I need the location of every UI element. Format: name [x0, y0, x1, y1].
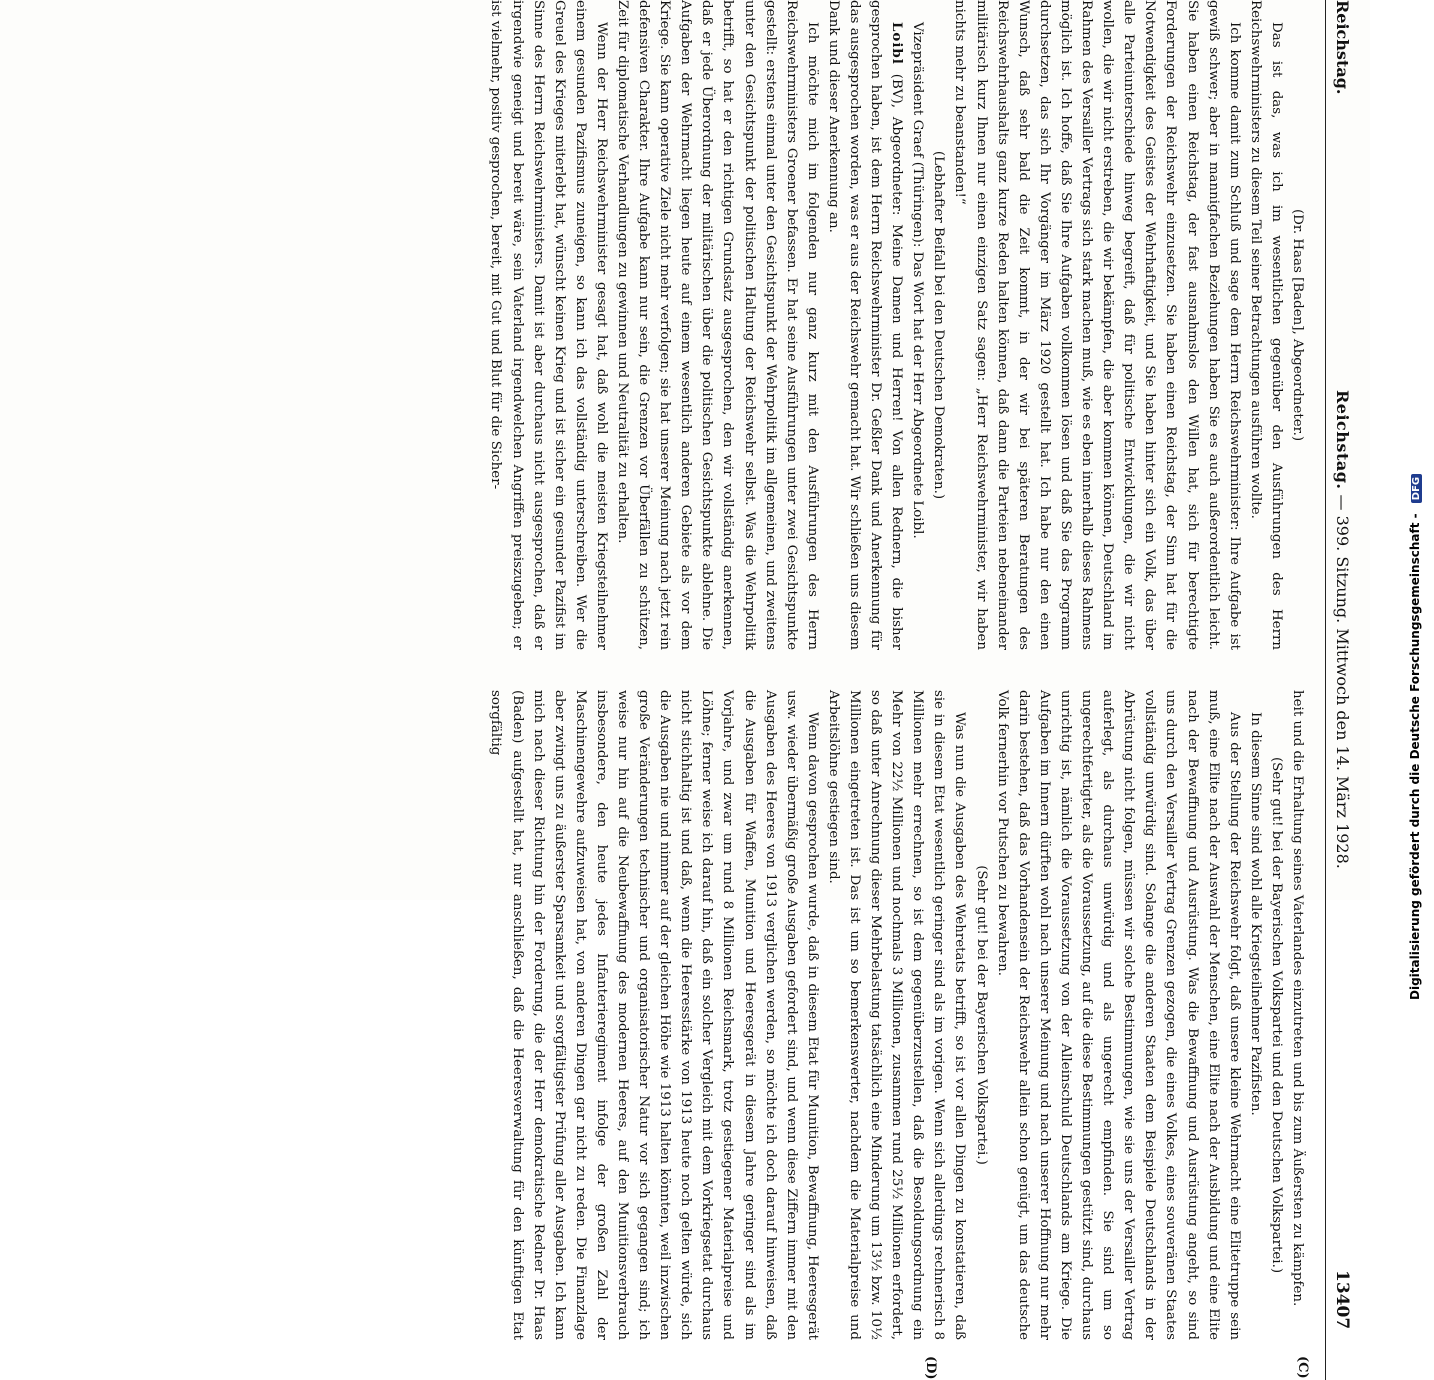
margin-label-c: (C) [1295, 1356, 1310, 1379]
speaker-text: (BV), Abgeordneter: Meine Damen und Herren! Von allen Rednern, die bisher gesprochen haben, ist dem Herrn Reichswehrminister Dr. Geßler Dank und Anerkennung für das ausgesprochen worden, was er aus der Reichswehr gemacht hat. Wir schließen uns diesem Dank und dieser Anerkennung an. [825, 0, 905, 650]
applause-note: (Sehr gut! bei der Bayerischen Volkspartei.) [973, 865, 989, 1165]
paragraph: Wenn der Herr Reichswehrminister gesagt hat, daß wohl die meisten Kriegsteilnehmer einem gesunden Pazifismus zuneigen, so kann ich das vollständig unterschreiben. Wer die Greuel des Krieges miterlebt hat, wünscht keinen Krieg und ist sicher ein gesunder Pazifist im Sinne des Herrn Reichswehrministers. Damit ist aber durchaus nicht ausgesprochen, daß er irgendwie geneigt und bereit wäre, sein Vaterland irgendwelchen Angriffen preiszugeben; er ist vielmehr, positiv gesprochen, bereit, mit Gut und Blut für die Sicher- [488, 0, 609, 650]
speaker-continuation: (Dr. Haas [Baden], Abgeordneter.) [1290, 208, 1305, 442]
paragraph: Was nun die Ausgaben des Wehretats betrifft, so ist vor allen Dingen zu konstatieren, daß sie in diesem Etat wesentlich geringer sind als im vorigen. Wenn sich allerdings rechnerisch 8 Millionen mehr errechnen, so ist dem gegenüberzustellen, daß die Besoldungsordnung ein Mehr von 22½ Millionen und nochmals 3 Millionen, zusammen rund 25½ Millionen erfordert, so daß unter Anrechnung dieser Mehrbelastung tatsächlich eine Minderung um 13½ bzw. 10½ Millionen eingetreten ist. Das ist um so bemerkenswerter, nachdem die Materialpreise und Arbeitslöhne gestiegen sind. [825, 690, 968, 1340]
page-header [1322, 0, 1352, 1380]
paragraph: Das ist das, was ich im wesentlichen gegenüber den Ausführungen des Herrn Reichswehrministers zu diesem Teil seiner Betrachtungen ausführen wollte. [1247, 0, 1284, 650]
header-date: Mittwoch den 14. März 1928. [1333, 628, 1352, 869]
digitization-credit [1408, 474, 1422, 1000]
page-number: 13407 [1332, 1270, 1352, 1330]
header-title: Reichstag. [1333, 390, 1352, 490]
left-column [485, 0, 1308, 650]
header-rule [1325, 0, 1326, 1380]
vice-president-remark: Vizepräsident Graef (Thüringen): Das Wort hat der Herr Abgeordnete Loibl. [910, 22, 926, 539]
paragraph: heit und die Erhaltung seines Vaterlandes einzutreten und bis zum Äußersten zu kämpfen. [1290, 690, 1305, 1307]
credit-text: Digitalisierung gefördert durch die Deutsche Forschungsgemeinschaft - [1408, 509, 1422, 1000]
paragraph: Ich komme damit zum Schluß und sage dem Herrn Reichswehrminister: Ihre Aufgabe ist gewiß schwer; aber in mannigfachen Beziehungen haben Sie es auch außerordentlich leicht. Sie haben einen Reichstag, der fast ausnahmslos den Willen hat, sich für berechtigte Forderungen der Reichswehr einzusetzen. Sie haben einen Reichstag, der Sinn hat für die Notwendigkeit des Geistes der Wehrhaftigkeit, und Sie haben hinter sich ein Volk, das über alle Parteiunterschiede hinweg begreift, daß für politische Entwicklungen, die wir nicht wollen, die wir nicht erstreben, die wir bekämpfen, die aber kommen können, Deutschland im Rahmen des Versailler Vertrags sich stark machen muß, wie es eben innerhalb dieses Rahmens möglich ist. Ich hoffe, daß Sie Ihre Aufgaben vollkommen lösen und daß Sie das Programm durchsetzen, das sich Ihr Vorgänger im März 1920 gestellt hat. Ich habe nur den einen Wunsch, daß sehr bald die Zeit kommt, in der wir bei späteren Beratungen des Reichswehrhaushalts ganz kurze Reden halten können, daß dann die Parteien nebeneinander militärisch kurz Ihnen nur einen einzigen Satz sagen: „Herr Reichswehrminister, wir haben nichts mehr zu beanstanden!“ [952, 0, 1242, 651]
speaker-name: Loibl [889, 22, 906, 65]
applause-note: (Lebhafter Beifall bei den Deutschen Demokraten.) [931, 150, 947, 500]
header-session: 399. Sitzung. [1333, 515, 1352, 624]
margin-label-d: (D) [923, 1356, 938, 1380]
paragraph: Aus der Stellung der Reichswehr folgt, daß unsere kleine Wehrmacht eine Elitetruppe sein muß, eine Elite nach der Auswahl der Menschen, eine Elite nach der Ausbildung und eine Elite nach der Bewaffnung und Ausrüstung. Was die Bewaffnung und Ausrüstung angeht, so sind uns durch den Versailler Vertrag Grenzen gezogen, die eines Volkes, eines souveränen Staates vollständig unwürdig sind. Solange die anderen Staaten dem Beispiele Deutschlands in der Abrüstung nicht folgen, müssen wir solche Bestimmungen, wie sie uns der Versailler Vertrag auferlegt, als durchaus unwürdig und als ungerecht empfinden. Sie sind um so ungerechtfertigter, als die Voraussetzung, auf die diese Bestimmungen gestützt sind, durchaus unrichtig ist, nämlich die Voraussetzung von der Alleinschuld Deutschlands am Kriege. Die Aufgaben im Innern dürften wohl nach unserer Meinung und nach unserer Hoffnung nur mehr darin bestehen, daß das Vorhandensein der Reichswehr allein schon genügt, um das deutsche Volk fernerhin vor Putschen zu bewahren. [994, 690, 1242, 1340]
header-left: Reichstag. [1333, 0, 1352, 95]
right-column [485, 690, 1308, 1340]
header-dash: — [1333, 489, 1352, 516]
header-center [1333, 390, 1352, 869]
paragraph: Wenn davon gesprochen wurde, daß in diesem Etat für Munition, Bewaffnung, Heeresgerät usw. wieder übermäßig große Ausgaben gefordert sind, und wenn diese Ziffern immer mit den Ausgaben des Heeres von 1913 verglichen werden, so möchte ich doch darauf hinweisen, daß die Ausgaben für Waffen, Munition und Heeresgerät in diesem Jahre geringer sind als im Vorjahre, und zwar um rund 8 Millionen Reichsmark, trotz gestiegener Materialpreise und Löhne; ferner weise ich darauf hin, daß ein solcher Vergleich mit dem Vorkriegsetat durchaus nicht stichhaltig ist und daß, wenn die Heeresstärke von 1913 heute noch gelten würde, sich die Ausgaben nie und nimmer auf der gleichen Höhe wie 1913 halten könnten, weil inzwischen große Veränderungen technischer und organisatorischer Natur vor sich gegangen sind; ich weise nur hin auf die Neubewaffnung des modernen Heeres, auf den Munitionsverbrauch insbesondere, den heute jedes Infanterieregiment infolge der großen Zahl der Maschinengewehre aufzuweisen hat, von anderen Dingen gar nicht zu reden. Die Finanzlage aber zwingt uns zu äußerster Sparsamkeit und sorgfältigster Prüfung aller Ausgaben. Ich kann mich nach dieser Richtung hin der Forderung, die der Herr demokratische Redner Dr. Haas (Baden) aufgestellt hat, nur anschließen, daß die Heeresverwaltung für den künftigen Etat sorgfältig [488, 690, 820, 1340]
paragraph: Ich möchte mich im folgenden nur ganz kurz mit den Ausführungen des Herrn Reichswehrministers Groener befassen. Er hat seine Ausführungen unter zwei Gesichtspunkte gestellt: erstens einmal unter den Gesichtspunkt der Wehrpolitik im allgemeinen, und zweitens unter den Gesichtspunkt der politischen Haltung der Reichswehr selbst. Was die Wehrpolitik betrifft, so hat er den richtigen Grundsatz ausgesprochen, den wir vollständig anerkennen, daß er jede Überordnung der militärischen über die politischen Gesichtspunkte ablehne. Die Aufgaben der Wehrmacht liegen heute auf einem wesentlich anderen Gebiete als vor dem Kriege. Sie kann operative Ziele nicht mehr verfolgen; sie hat unserer Meinung nach jetzt rein defensiven Charakter. Ihre Aufgabe kann nur sein, die Grenzen vor Überfällen zu schützen, Zeit für diplomatische Verhandlungen zu gewinnen und Neutralität zu erhalten. [615, 0, 820, 650]
speaker-intro [823, 0, 907, 650]
paragraph: In diesem Sinne sind wohl alle Kriegsteilnehmer Pazifisten. [1247, 712, 1263, 1116]
dfg-logo: DFG [1411, 474, 1422, 503]
applause-note: (Sehr gut! bei der Bayerischen Volkspartei und den Deutschen Volkspartei.) [1268, 756, 1284, 1274]
